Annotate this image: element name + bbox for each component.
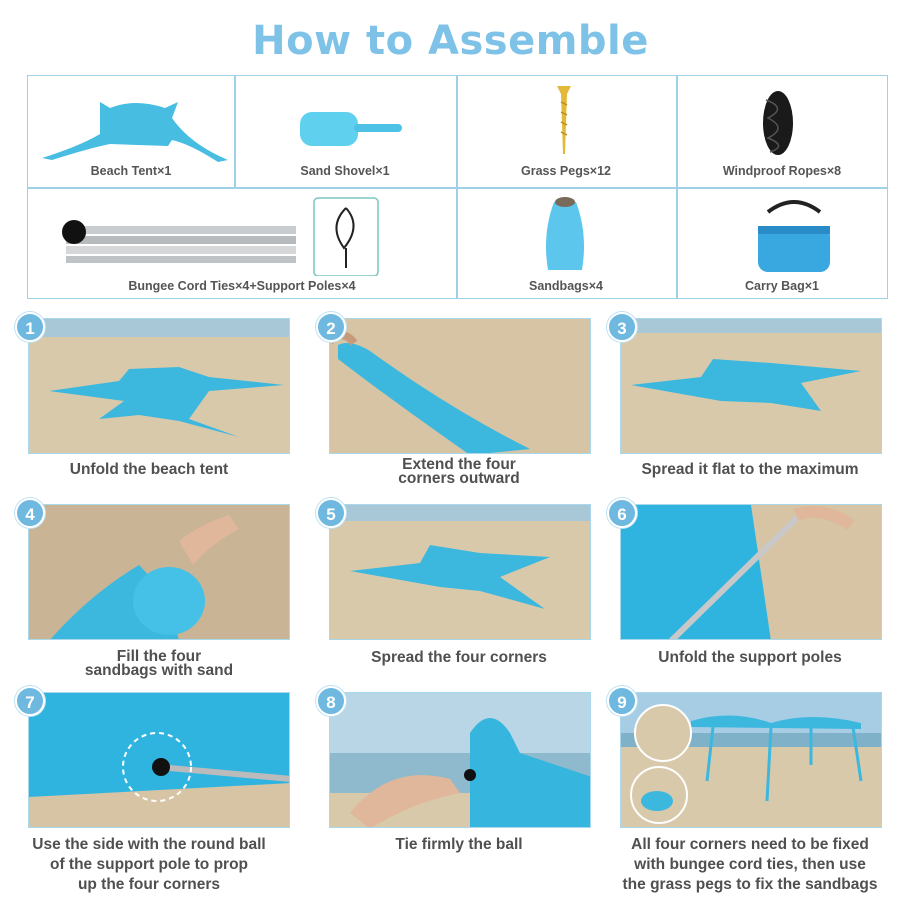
step-number-badge: 2: [316, 312, 346, 342]
peg-icon: [551, 82, 577, 158]
step-2-caption: Extend the four corners outward: [398, 456, 520, 487]
part-label-poles: Bungee Cord Ties×4+Support Poles×4: [128, 279, 356, 293]
part-label-shovel: Sand Shovel×1: [300, 164, 390, 178]
step-3-caption: Spread it flat to the maximum: [641, 461, 859, 478]
rope-icon: [758, 88, 798, 158]
step-number-badge: 8: [316, 686, 346, 716]
parts-table: [27, 75, 888, 299]
step-6-photo: [620, 504, 882, 640]
step-8-photo: [329, 692, 591, 828]
step-7-caption: Use the side with the round ball of the support pole to prop up the four corners: [32, 836, 266, 893]
sandbag-icon: [542, 194, 588, 274]
part-label-ropes: Windproof Ropes×8: [722, 164, 842, 178]
step-8-caption: Tie firmly the ball: [395, 836, 523, 853]
table-divider: [456, 76, 458, 298]
step-2-photo: [329, 318, 591, 454]
page-title: How to Assemble: [252, 18, 649, 64]
step-6-caption: Unfold the support poles: [658, 649, 842, 666]
step-1-caption: Unfold the beach tent: [69, 461, 229, 478]
shovel-icon: [298, 106, 408, 156]
step-number-badge: 5: [316, 498, 346, 528]
step-1-photo: [28, 318, 290, 454]
step-number-badge: 3: [607, 312, 637, 342]
step-number-badge: 1: [15, 312, 45, 342]
step-9-photo: [620, 692, 882, 828]
carry-bag-icon: [754, 196, 834, 276]
part-label-carry-bag: Carry Bag×1: [745, 279, 819, 293]
step-3-photo: [620, 318, 882, 454]
step-number-badge: 6: [607, 498, 637, 528]
part-label-pegs: Grass Pegs×12: [521, 164, 611, 178]
step-number-badge: 4: [15, 498, 45, 528]
step-5-photo: [329, 504, 591, 640]
step-5-caption: Spread the four corners: [371, 649, 547, 666]
step-7-photo: [28, 692, 290, 828]
part-label-tent: Beach Tent×1: [90, 164, 172, 178]
step-4-caption: Fill the four sandbags with sand: [84, 648, 234, 679]
step-number-badge: 7: [15, 686, 45, 716]
part-label-sandbags: Sandbags×4: [529, 279, 603, 293]
table-divider: [676, 76, 678, 298]
table-divider: [28, 187, 887, 189]
step-number-badge: 9: [607, 686, 637, 716]
poles-icon: [56, 196, 406, 276]
tent-icon: [40, 94, 230, 164]
step-4-photo: [28, 504, 290, 640]
step-9-caption: All four corners need to be fixed with bungee cord ties, then use the grass pegs to fix the sandbags: [622, 836, 878, 893]
